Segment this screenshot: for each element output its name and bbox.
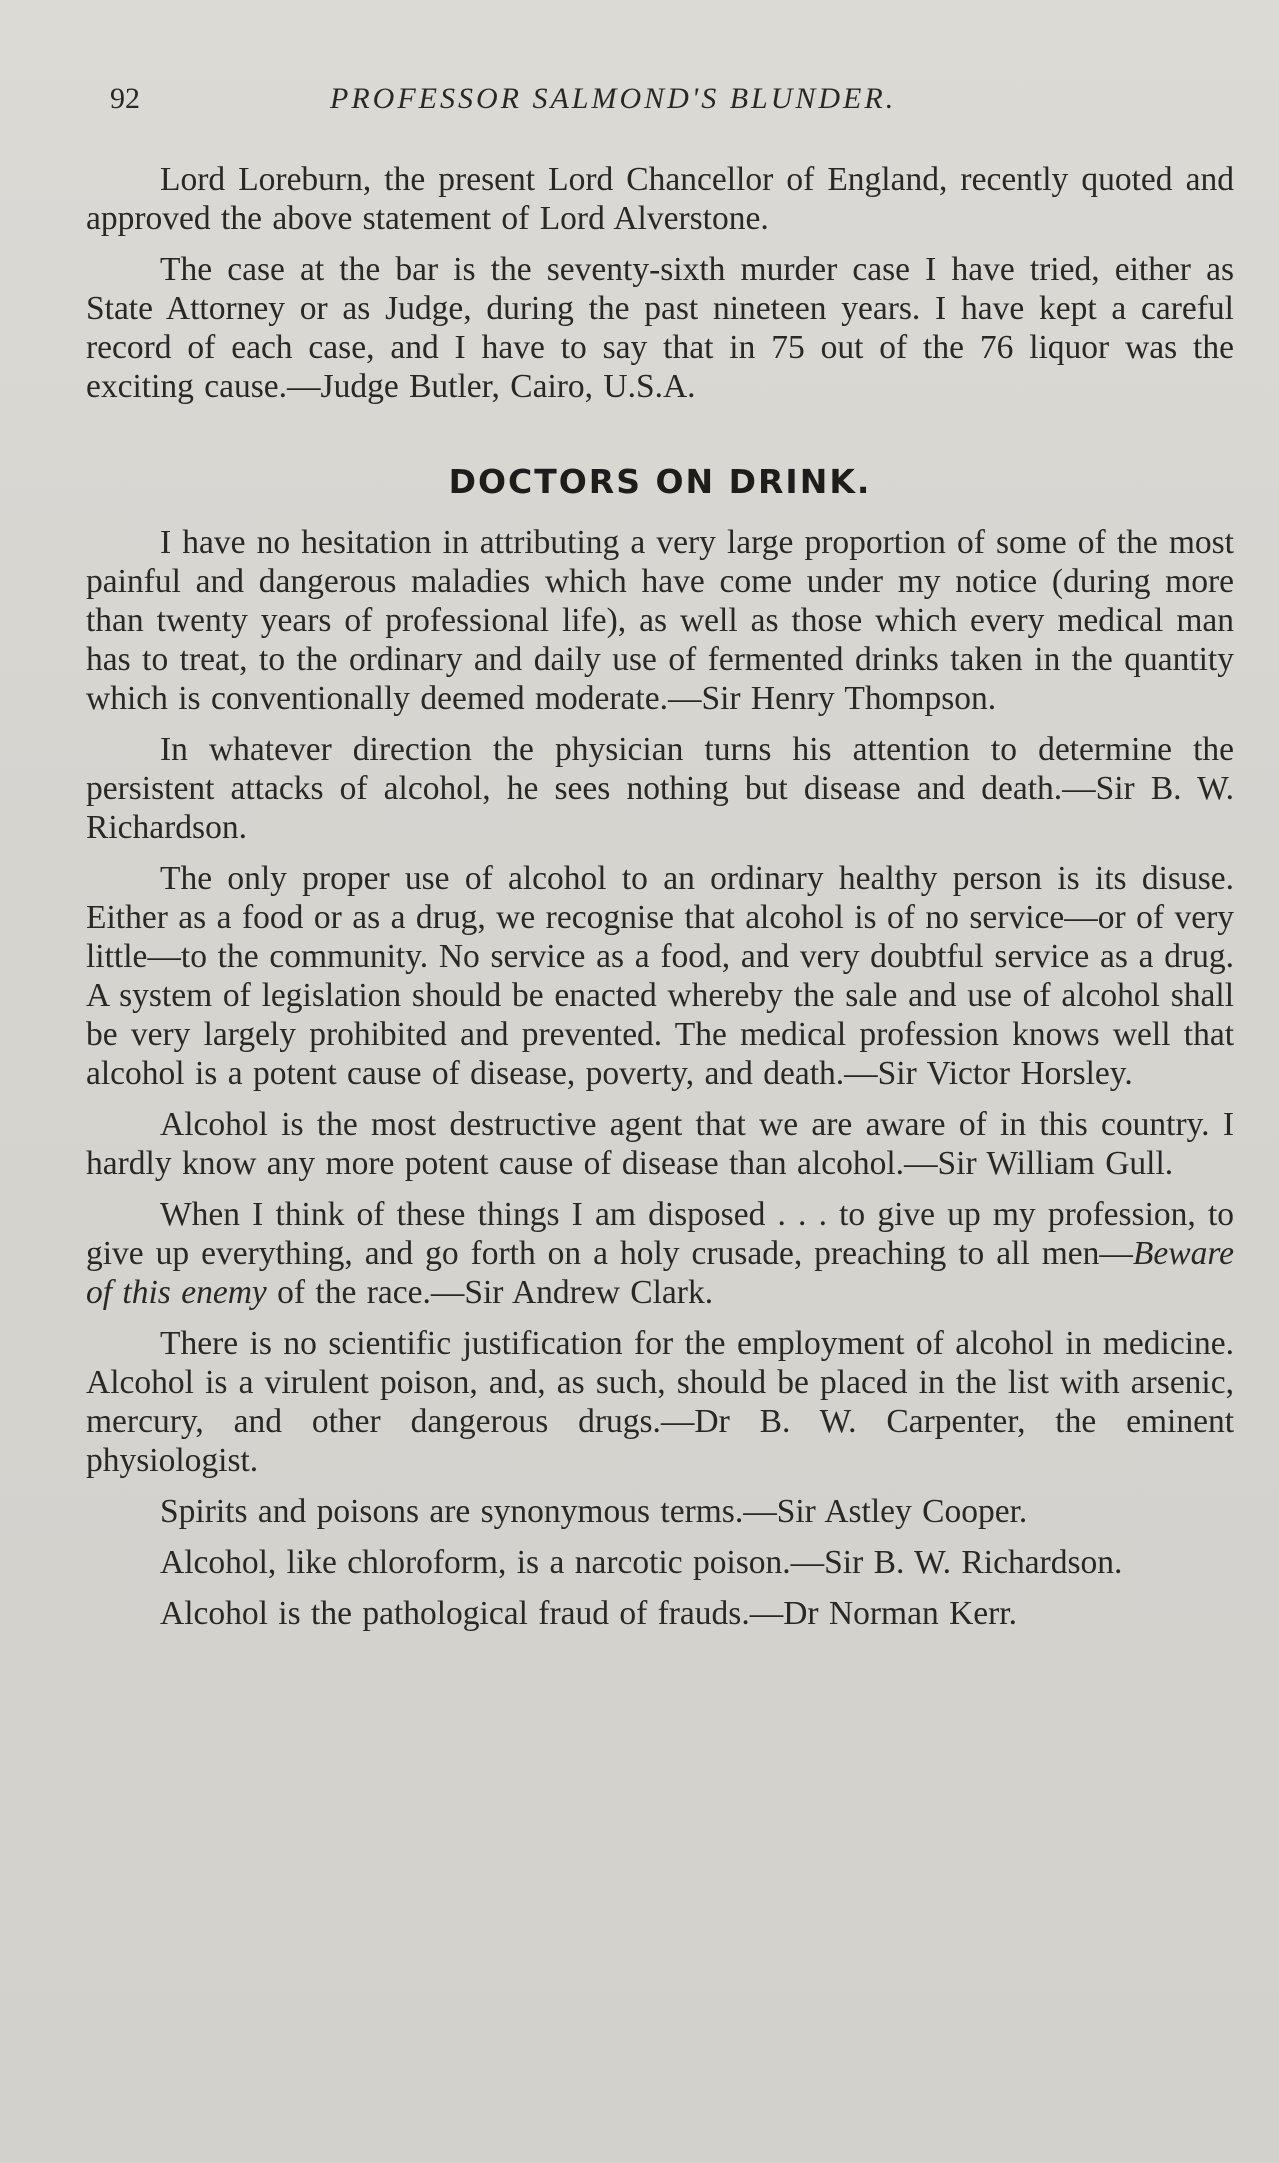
quote-paragraph: In whatever direction the physician turns his attention to determine the persistent attacks of alcohol, he sees nothing but disease and death.—Sir B. W. Richardson.	[86, 731, 1234, 846]
page-number: 92	[110, 82, 140, 115]
intro-paragraph: The case at the bar is the seventy-sixth murder case I have tried, either as State Attorney or as Judge, during the past nineteen years. I have kept a careful record of each case, and I have to say that in 75 out of the 76 liquor was the exciting cause.—Judge Butler, Cairo, U.S.A.	[86, 251, 1234, 405]
quote-paragraph: I have no hesitation in attributing a very large proportion of some of the most painful and dangerous maladies which have come under my notice (during more than twenty years of professional life), as well as those which every medical man has to treat, to the ordinary and daily use of fermented drinks taken in the quantity which is conventionally deemed moderate.—Sir Henry Thompson.	[86, 524, 1234, 717]
running-title: PROFESSOR SALMOND'S BLUNDER.	[330, 82, 897, 115]
quote-paragraph: Alcohol, like chloroform, is a narcotic poison.—Sir B. W. Richardson.	[160, 1544, 1123, 1581]
intro-paragraph: Lord Loreburn, the present Lord Chancellor of England, recently quoted and approved the above statement of Lord Alverstone.	[86, 161, 1234, 237]
quote-paragraph-clark	[86, 1195, 1234, 1312]
page-header	[110, 82, 1240, 132]
quote-paragraph: Alcohol is the pathological fraud of frauds.—Dr Norman Kerr.	[160, 1595, 1017, 1632]
section-heading: DOCTORS ON DRINK.	[448, 462, 872, 501]
clark-quote-emphasis: Beware of this enemy	[86, 1235, 1234, 1311]
clark-quote-text: When I think of these things I am disposed . . . to give up my profession, to give up everything, and go forth on a holy crusade, preaching to all men—	[86, 1196, 1234, 1272]
quote-paragraph: Spirits and poisons are synonymous terms.—Sir Astley Cooper.	[160, 1493, 1028, 1530]
quote-paragraph: There is no scientific justification for the employment of alcohol in medicine. Alcohol is a virulent poison, and, as such, should be placed in the list with arsenic, mercury, and other dangerous drugs.—Dr B. W. Carpenter, the eminent physiologist.	[86, 1325, 1234, 1479]
clark-quote-attribution: of the race.—Sir Andrew Clark.	[266, 1274, 714, 1311]
quote-paragraph: The only proper use of alcohol to an ordinary healthy person is its disuse. Either as a food or as a drug, we recognise that alcohol is of no service—or of very little—to the community. No service as a food, and very doubtful service as a drug. A system of legislation should be enacted whereby the sale and use of alcohol shall be very largely prohibited and prevented. The medical profession knows well that alcohol is a potent cause of disease, poverty, and death.—Sir Victor Horsley.	[86, 860, 1234, 1092]
page-body	[86, 160, 1234, 1645]
quote-paragraph: Alcohol is the most destructive agent that we are aware of in this country. I hardly know any more potent cause of disease than alcohol.—Sir William Gull.	[86, 1106, 1234, 1182]
